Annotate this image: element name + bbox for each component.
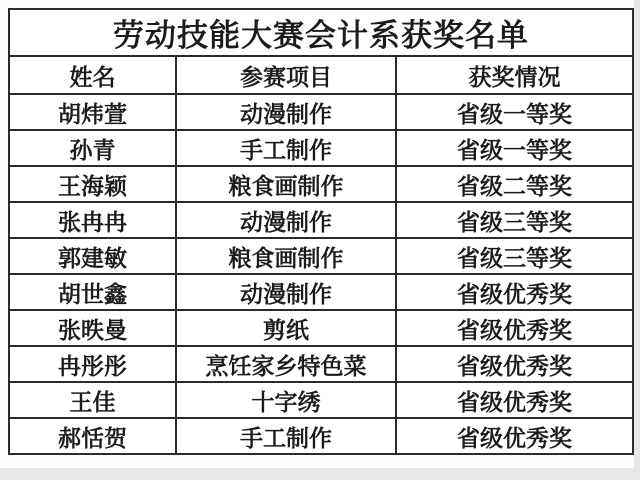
table-row (9, 382, 633, 418)
table-row (9, 130, 633, 166)
header-name: 姓名 (9, 56, 176, 94)
award-cell: 省级优秀奖 (396, 274, 633, 310)
table-row (9, 238, 633, 274)
award-cell: 省级二等奖 (396, 166, 633, 202)
award-cell: 省级优秀奖 (396, 346, 633, 382)
name-cell: 郝恬贺 (9, 418, 176, 454)
project-cell: 粮食画制作 (176, 166, 396, 202)
table-row (9, 418, 633, 454)
name-cell: 张冉冉 (9, 202, 176, 238)
project-cell: 动漫制作 (176, 94, 396, 130)
name-cell: 冉彤彤 (9, 346, 176, 382)
award-table (8, 8, 634, 455)
award-cell: 省级三等奖 (396, 238, 633, 274)
award-cell: 省级一等奖 (396, 130, 633, 166)
header-award: 获奖情况 (396, 56, 633, 94)
award-cell: 省级优秀奖 (396, 382, 633, 418)
award-cell: 省级优秀奖 (396, 418, 633, 454)
project-cell: 手工制作 (176, 130, 396, 166)
project-cell: 动漫制作 (176, 274, 396, 310)
name-cell: 郭建敏 (9, 238, 176, 274)
name-cell: 张昳曼 (9, 310, 176, 346)
project-cell: 十字绣 (176, 382, 396, 418)
header-row (9, 56, 633, 94)
project-cell: 动漫制作 (176, 202, 396, 238)
award-cell: 省级三等奖 (396, 202, 633, 238)
table-row (9, 94, 633, 130)
award-cell: 省级一等奖 (396, 94, 633, 130)
name-cell: 王佳 (9, 382, 176, 418)
project-cell: 烹饪家乡特色菜 (176, 346, 396, 382)
project-cell: 剪纸 (176, 310, 396, 346)
table-row (9, 202, 633, 238)
table-row (9, 346, 633, 382)
page-title: 劳动技能大赛会计系获奖名单 (9, 9, 633, 56)
table-row (9, 310, 633, 346)
name-cell: 胡世鑫 (9, 274, 176, 310)
title-row (9, 9, 633, 56)
table-row (9, 274, 633, 310)
name-cell: 王海颖 (9, 166, 176, 202)
project-cell: 手工制作 (176, 418, 396, 454)
table-row (9, 166, 633, 202)
header-project: 参赛项目 (176, 56, 396, 94)
project-cell: 粮食画制作 (176, 238, 396, 274)
name-cell: 孙青 (9, 130, 176, 166)
name-cell: 胡炜萱 (9, 94, 176, 130)
award-cell: 省级优秀奖 (396, 310, 633, 346)
